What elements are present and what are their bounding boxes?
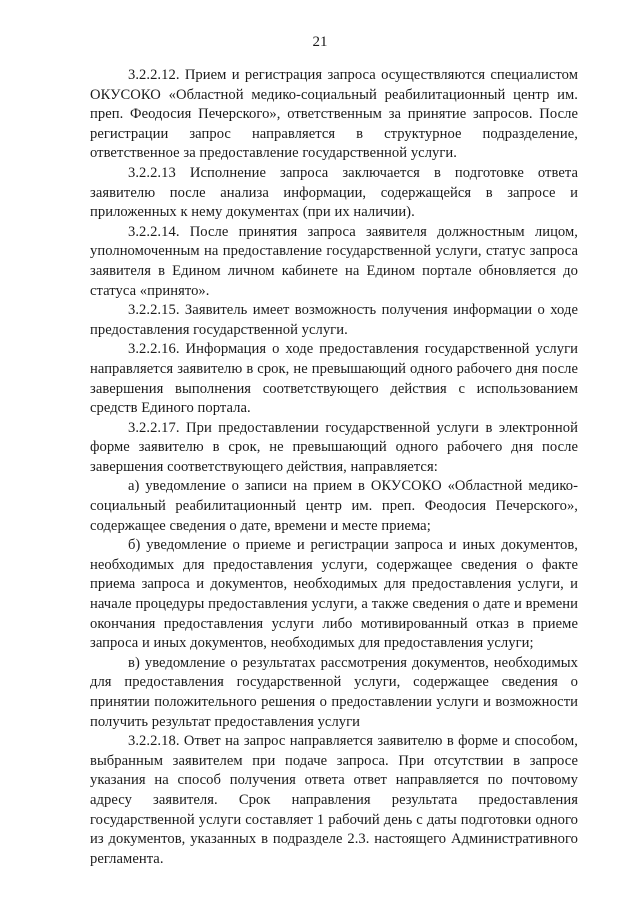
- paragraph-3-2-2-18: 3.2.2.18. Ответ на запрос направляется заявителю в форме и способом, выбранным заявителем при подаче запроса. При отсутствии в запросе указания на способ получения ответа ответ направляется по почтовому адресу заявителя. Срок направления результата предоставления государственной услуги составляет 1 рабочий день с даты подготовки одного из документов, указанных в подразделе 2.3. настоящего Административного регламента.: [90, 733, 578, 867]
- paragraph-3-2-2-13: 3.2.2.13 Исполнение запроса заключается в подготовке ответа заявителю после анализа информации, содержащейся в запросе и приложенных к нему документах (при их наличии).: [90, 164, 578, 221]
- document-body: [90, 66, 578, 869]
- paragraph-3-2-2-15: 3.2.2.15. Заявитель имеет возможность получения информации о ходе предоставления государственной услуги.: [90, 302, 578, 338]
- page-number: 21: [312, 34, 328, 50]
- list-item-a: а) уведомление о записи на прием в ОКУСОКО «Областной медико-социальный реабилитационный центр им. преп. Феодосия Печерского», содержащее сведения о дате, времени и месте приема;: [90, 478, 578, 534]
- paragraph-3-2-2-12: 3.2.2.12. Прием и регистрация запроса осуществляются специалистом ОКУСОКО «Областной медико-социальный реабилитационный центр им. преп. Феодосия Печерского», ответственным за принятие запросов. После регистрации запрос направляется в структурное подразделение, ответственное за предоставление государственной услуги.: [90, 67, 578, 162]
- list-item-b: б) уведомление о приеме и регистрации запроса и иных документов, необходимых для предоставления услуги, содержащее сведения о факте приема запроса и документов, необходимых для предоставления услуги, и начале процедуры предоставления услуги, а также сведения о дате и времени окончания предоставления услуги либо мотивированный отказ в приеме запроса и иных документов, необходимых для предоставления услуги;: [90, 537, 578, 652]
- paragraph-3-2-2-17: 3.2.2.17. При предоставлении государственной услуги в электронной форме заявителю в срок, не превышающий одного рабочего дня после завершения соответствующего действия, направляется:: [90, 419, 578, 475]
- paragraph-3-2-2-14: 3.2.2.14. После принятия запроса заявителя должностным лицом, уполномоченным на предоставление государственной услуги, статус запроса заявителя в Едином личном кабинете на Едином портале обновляется до статуса «принято».: [90, 223, 578, 299]
- paragraph-3-2-2-16: 3.2.2.16. Информация о ходе предоставления государственной услуги направляется заявителю в срок, не превышающий одного рабочего дня после завершения выполнения соответствующего действия с использованием средств Единого портала.: [90, 341, 578, 417]
- list-item-v: в) уведомление о результатах рассмотрения документов, необходимых для предоставления государственной услуги, содержащее сведения о принятии положительного решения о предоставлении услуги и возможности получить результат предоставления услуги: [90, 654, 578, 730]
